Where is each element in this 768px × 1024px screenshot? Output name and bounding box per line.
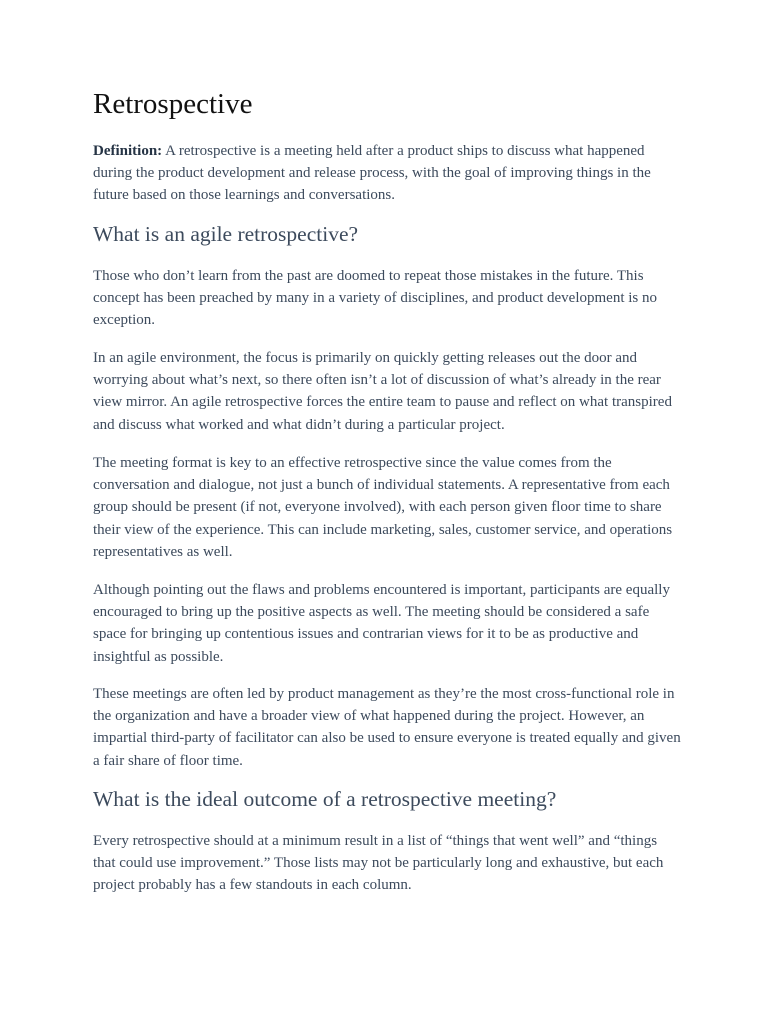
definition-paragraph xyxy=(93,140,683,207)
body-paragraph: Those who don’t learn from the past are doomed to repeat those mistakes in the future. This concept has been preached by many in a variety of disciplines, and product development is no exception. xyxy=(93,268,657,329)
body-paragraph: Although pointing out the flaws and problems encountered is important, participants are equally encouraged to bring up the positive aspects as well. The meeting should be considered a safe space for bringing up contentious issues and contrarian views for it to be as productive and insightful as possible. xyxy=(93,582,670,665)
definition-label: Definition: xyxy=(93,143,163,159)
body-paragraph: Every retrospective should at a minimum result in a list of “things that went well” and “things that could use improvement.” Those lists may not be particularly long and exhaustive, but each project probably has a few standouts in each column. xyxy=(93,833,664,894)
definition-text: A retrospective is a meeting held after a product ships to discuss what happened during the product development and release process, with the goal of improving things in the future based on those learnings and conversations. xyxy=(93,143,651,204)
body-paragraph: These meetings are often led by product management as they’re the most cross-functional role in the organization and have a broader view of what happened during the project. However, an impartial third-party of facilitator can also be used to ensure everyone is treated equally and given a fair share of floor time. xyxy=(93,686,681,769)
body-paragraph: In an agile environment, the focus is primarily on quickly getting releases out the door and worrying about what’s next, so there often isn’t a lot of discussion of what’s already in the rear view mirror. An agile retrospective forces the entire team to pause and reflect on what transpired and discuss what worked and what didn’t during a particular project. xyxy=(93,350,672,433)
page-title: Retrospective xyxy=(93,88,253,120)
section-heading-ideal-outcome: What is the ideal outcome of a retrospective meeting? xyxy=(93,787,557,811)
body-paragraph: The meeting format is key to an effective retrospective since the value comes from the conversation and dialogue, not just a bunch of individual statements. A representative from each group should be present (if not, everyone involved), with each person given floor time to share their view of the experience. This can include marketing, sales, customer service, and operations representatives as well. xyxy=(93,455,673,560)
section-heading-agile-retrospective: What is an agile retrospective? xyxy=(93,222,359,246)
